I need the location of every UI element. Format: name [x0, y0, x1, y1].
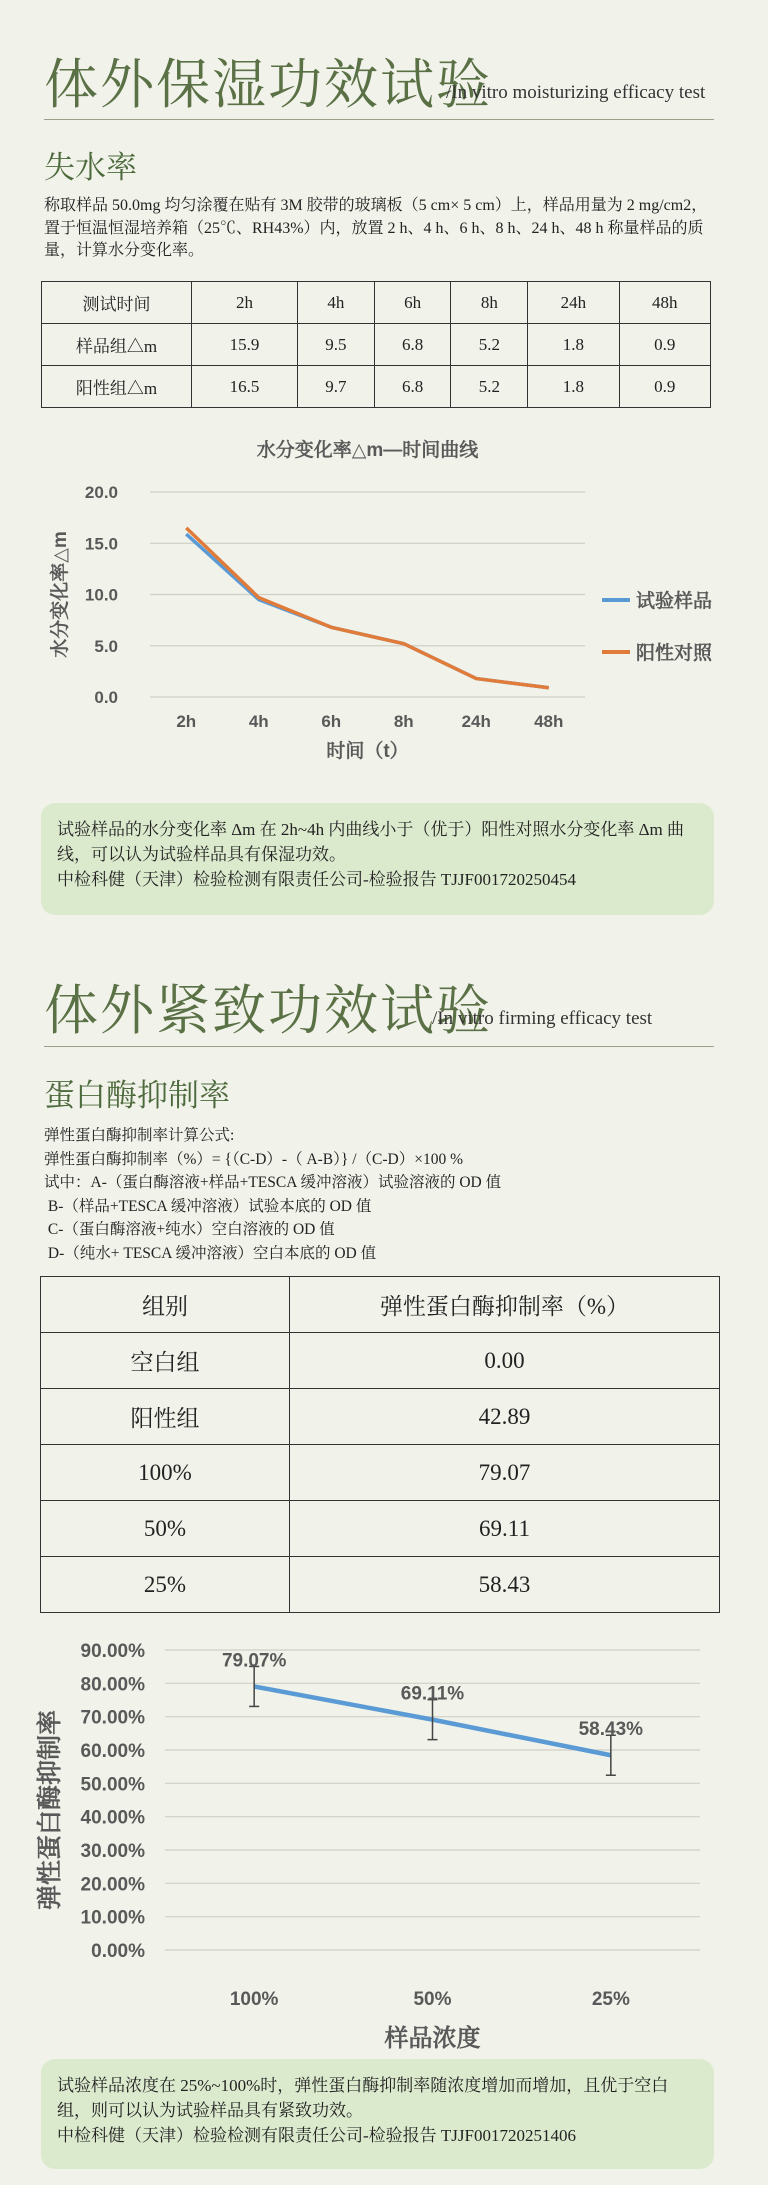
- table-cell: 1.8: [528, 366, 619, 408]
- section-divider: [44, 1046, 714, 1047]
- y-tick-label: 60.00%: [80, 1741, 145, 1762]
- table-cell: 25%: [41, 1557, 290, 1613]
- y-tick-label: 70.00%: [80, 1707, 145, 1729]
- table-cell: 0.00: [290, 1333, 720, 1389]
- table-cell: 58.43: [290, 1557, 720, 1613]
- x-tick-label: 24h: [461, 712, 491, 731]
- table-cell: 6.8: [374, 366, 451, 408]
- table-cell: 50%: [41, 1501, 290, 1557]
- table-row: [42, 324, 711, 366]
- y-tick-label: 90.00%: [80, 1641, 145, 1662]
- x-axis-label: 时间（t）: [326, 741, 409, 762]
- table-cell: 阳性组△m: [42, 366, 192, 408]
- y-tick-label: 15.0: [84, 534, 118, 554]
- table-cell: 5.2: [451, 366, 528, 408]
- y-tick-label: 20.00%: [80, 1874, 145, 1896]
- formula-line: C-（蛋白酶溶液+纯水）空白溶液的 OD 值: [44, 1221, 335, 1238]
- x-tick-label: 2h: [176, 712, 197, 731]
- table-row: [41, 1333, 720, 1389]
- chart-title: 水分变化率△m—时间曲线: [256, 440, 479, 461]
- table-cell: 16.5: [192, 366, 298, 408]
- data-label: 79.07%: [221, 1650, 287, 1672]
- legend-label: 试验样品: [636, 591, 713, 612]
- table-row: [42, 366, 711, 408]
- x-tick-label: 25%: [591, 1989, 630, 2010]
- water-loss-heading: 失水率: [44, 150, 137, 186]
- moisturizing-report-reference: 中检科健（天津）检验检测有限责任公司-检验报告 TJJF001720250454: [57, 870, 576, 889]
- x-tick-label: 4h: [248, 712, 269, 731]
- water-loss-table: [41, 281, 711, 408]
- table-cell: 样品组△m: [42, 324, 192, 366]
- table-cell: 69.11: [290, 1501, 720, 1557]
- table-cell: 1.8: [528, 324, 619, 366]
- table-cell: 15.9: [192, 324, 298, 366]
- water-change-chart: [30, 432, 740, 782]
- x-tick-label: 8h: [393, 712, 414, 731]
- table-cell: 6.8: [374, 324, 451, 366]
- table-cell: 空白组: [41, 1333, 290, 1389]
- y-axis-label: 水分变化率△m: [50, 531, 71, 658]
- x-tick-label: 50%: [413, 1989, 452, 2010]
- y-tick-label: 30.00%: [80, 1841, 145, 1862]
- firming-conclusion-text: 试验样品浓度在 25%~100%时，弹性蛋白酶抑制率随浓度增加而增加，且优于空白组，则可以认为试验样品具有紧致功效。: [57, 2076, 669, 2120]
- table-row: [41, 1501, 720, 1557]
- table-cell: 9.5: [298, 324, 375, 366]
- table-cell: 48h: [619, 282, 710, 324]
- inhibition-formula: [44, 1124, 724, 1265]
- moisturizing-conclusion-box: [41, 803, 714, 915]
- series-line: [186, 528, 549, 688]
- firming-report-reference: 中检科健（天津）检验检测有限责任公司-检验报告 TJJF001720251406: [57, 2126, 576, 2145]
- table-cell: 79.07: [290, 1445, 720, 1501]
- table-cell: 0.9: [619, 366, 710, 408]
- data-label: 69.11%: [400, 1683, 465, 1705]
- table-cell: 42.89: [290, 1389, 720, 1445]
- y-tick-label: 0.0: [94, 688, 118, 707]
- y-tick-label: 5.0: [94, 636, 118, 656]
- x-tick-label: 6h: [321, 712, 342, 731]
- inhibition-rate-chart: [25, 1628, 745, 2058]
- moisturizing-section-subtitle: /In vitro moisturizing efficacy test: [446, 82, 706, 103]
- x-axis-label: 样品浓度: [384, 2025, 481, 2052]
- table-row: [41, 1389, 720, 1445]
- x-tick-label: 48h: [534, 712, 564, 731]
- data-label: 58.43%: [578, 1719, 644, 1741]
- formula-line: 弹性蛋白酶抑制率（%）= {（C-D）-（ A-B）} /（C-D）×100 %: [44, 1150, 463, 1168]
- moisturizing-section-title: 体外保湿功效试验: [44, 53, 492, 116]
- firming-conclusion-box: [41, 2059, 714, 2169]
- table-cell: 0.9: [619, 324, 710, 366]
- legend-label: 阳性对照: [636, 643, 713, 664]
- formula-line: 试中：A-（蛋白酶溶液+样品+TESCA 缓冲溶液）试验溶液的 OD 值: [44, 1174, 502, 1191]
- table-row: [41, 1445, 720, 1501]
- series-line: [186, 534, 549, 688]
- moisturizing-conclusion-text: 试验样品的水分变化率 Δm 在 2h~4h 内曲线小于（优于）阳性对照水分变化率 Δm 曲线，可以认为试验样品具有保湿功效。: [57, 820, 685, 864]
- table-cell: 2h: [192, 282, 298, 324]
- formula-line: D-（纯水+ TESCA 缓冲溶液）空白本底的 OD 值: [44, 1244, 377, 1262]
- y-tick-label: 10.0: [84, 585, 118, 605]
- y-tick-label: 10.00%: [80, 1907, 145, 1929]
- table-cell: 测试时间: [42, 282, 192, 324]
- table-cell: 9.7: [298, 366, 375, 408]
- x-tick-label: 100%: [229, 1989, 279, 2010]
- table-cell: 阳性组: [41, 1389, 290, 1445]
- table-header-row: [42, 282, 711, 324]
- y-tick-label: 20.0: [84, 483, 118, 502]
- table-cell: 4h: [298, 282, 375, 324]
- water-loss-method-text: 称取样品 50.0mg 均匀涂覆在贴有 3M 胶带的玻璃板（5 cm× 5 cm）上，样品用量为 2 mg/cm2，置于恒温恒湿培养箱（25℃、RH43%）内，放置 2 h、4 h、6 h、8 h、24 h、48 h 称量样品的质量，计算水分变化率。: [44, 197, 708, 259]
- table-cell: 弹性蛋白酶抑制率（%）: [290, 1277, 720, 1333]
- y-tick-label: 0.00%: [91, 1941, 145, 1962]
- table-cell: 5.2: [451, 324, 528, 366]
- table-cell: 100%: [41, 1445, 290, 1501]
- y-axis-label: 弹性蛋白酶抑制率: [36, 1709, 64, 1911]
- table-header-row: [41, 1277, 720, 1333]
- y-tick-label: 80.00%: [80, 1674, 145, 1696]
- table-cell: 组别: [41, 1277, 290, 1333]
- y-tick-label: 40.00%: [80, 1807, 145, 1829]
- section-divider: [44, 119, 714, 120]
- protease-inhibition-heading: 蛋白酶抑制率: [44, 1078, 230, 1114]
- y-tick-label: 50.00%: [80, 1774, 145, 1796]
- firming-section-subtitle: /In vitro firming efficacy test: [432, 1008, 653, 1029]
- firming-section-title: 体外紧致功效试验: [44, 979, 492, 1042]
- table-cell: 6h: [374, 282, 451, 324]
- formula-line: B-（样品+TESCA 缓冲溶液）试验本底的 OD 值: [44, 1197, 372, 1215]
- inhibition-table: [40, 1276, 720, 1613]
- table-cell: 24h: [528, 282, 619, 324]
- table-cell: 8h: [451, 282, 528, 324]
- table-row: [41, 1557, 720, 1613]
- formula-line: 弹性蛋白酶抑制率计算公式:: [44, 1127, 235, 1144]
